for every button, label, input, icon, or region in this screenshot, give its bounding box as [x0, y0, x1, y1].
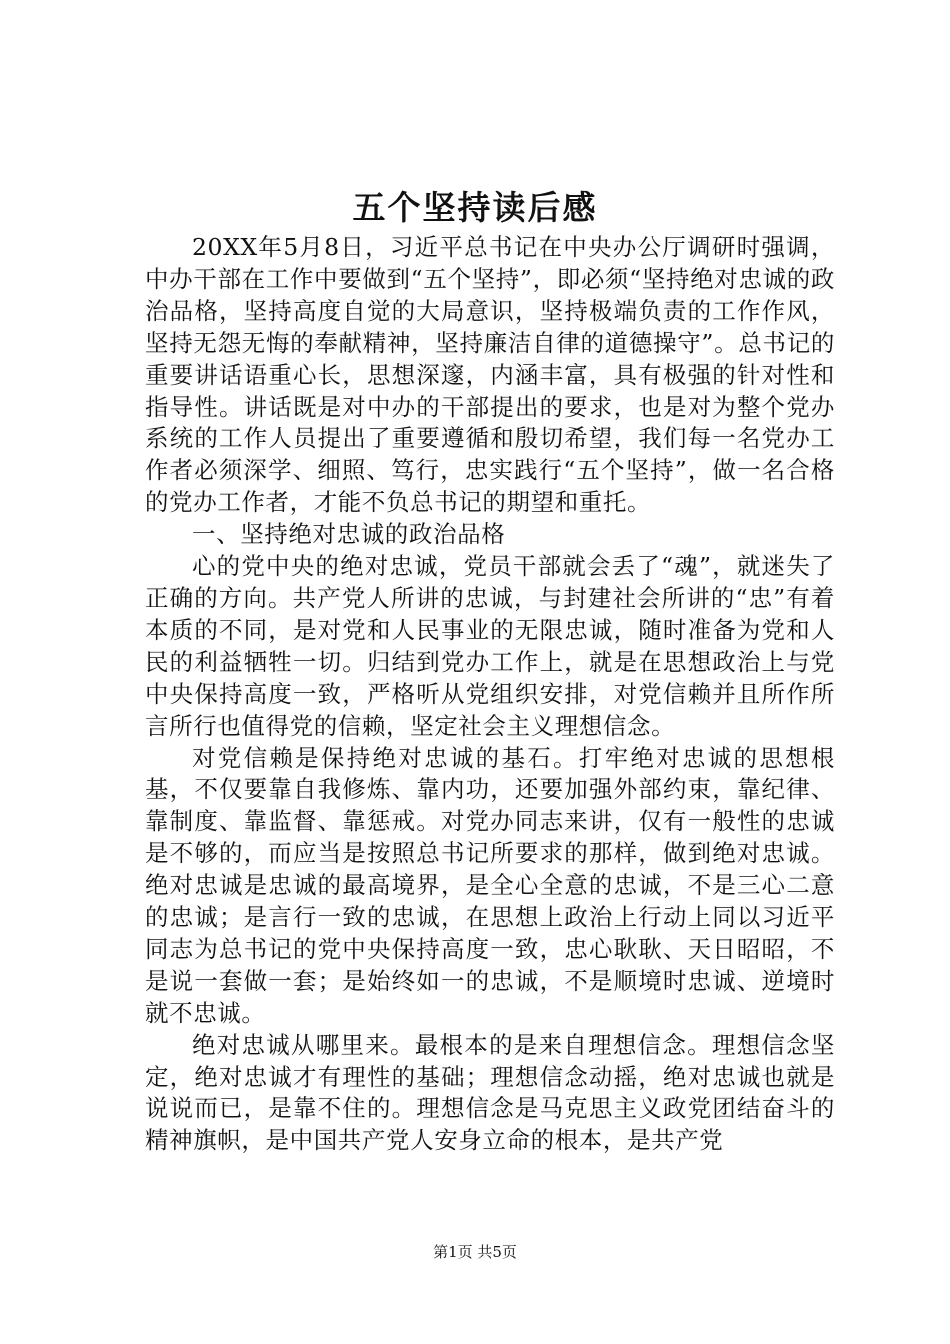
- paragraph-loyalty: 心的党中央的绝对忠诚，党员干部就会丢了“魂”，就迷失了正确的方向。共产党人所讲的忠诚，与封建社会所讲的“忠”有着本质的不同，是对党和人民事业的无限忠诚，随时准备为党和人民的利益牺牲一切。归结到党办工作上，就是在思想政治上与党中央保持高度一致，严格听从党组织安排，对党信赖并且所作所言所行也值得党的信赖，坚定社会主义理想信念。: [145, 552, 835, 740]
- document-title: 五个坚持读后感: [352, 188, 598, 227]
- paragraph-trust: 对党信赖是保持绝对忠诚的基石。打牢绝对忠诚的思想根基，不仅要靠自我修炼、靠内功，还要加强外部约束，靠纪律、靠制度、靠监督、靠惩戒。对党办同志来讲，仅有一般性的忠诚是不够的，而应当是按照总书记所要求的那样，做到绝对忠诚。绝对忠诚是忠诚的最高境界，是全心全意的忠诚，不是三心二意的忠诚；是言行一致的忠诚，在思想上政治上行动上同以习近平同志为总书记的党中央保持高度一致，忠心耿耿、天日昭昭，不是说一套做一套；是始终如一的忠诚，不是顺境时忠诚、逆境时就不忠诚。: [145, 743, 835, 1027]
- section-heading-1: 一、坚持绝对忠诚的政治品格: [192, 520, 506, 549]
- page-footer: [0, 1242, 950, 1262]
- page-number-label: 第1页 共5页: [433, 1243, 517, 1261]
- paragraph-intro: 20XX年5月8日，习近平总书记在中央办公厅调研时强调，中办干部在工作中要做到“五个坚持”，即必须“坚持绝对忠诚的政治品格，坚持高度自觉的大局意识，坚持极端负责的工作作风，坚持无怨无悔的奉献精神，坚持廉洁自律的道德操守”。总书记的重要讲话语重心长，思想深邃，内涵丰富，具有极强的针对性和指导性。讲话既是对中办的干部提出的要求，也是对为整个党办系统的工作人员提出了重要遵循和殷切希望，我们每一名党办工作者必须深学、细照、笃行，忠实践行“五个坚持”，做一名合格的党办工作者，才能不负总书记的期望和重托。: [145, 233, 835, 517]
- document-body: [145, 232, 835, 1157]
- paragraph-ideals: 绝对忠诚从哪里来。最根本的是来自理想信念。理想信念坚定，绝对忠诚才有理性的基础；理想信念动摇，绝对忠诚也就是说说而已，是靠不住的。理想信念是马克思主义政党团结奋斗的精神旗帜，是中国共产党人安身立命的根本，是共产党: [145, 1030, 835, 1155]
